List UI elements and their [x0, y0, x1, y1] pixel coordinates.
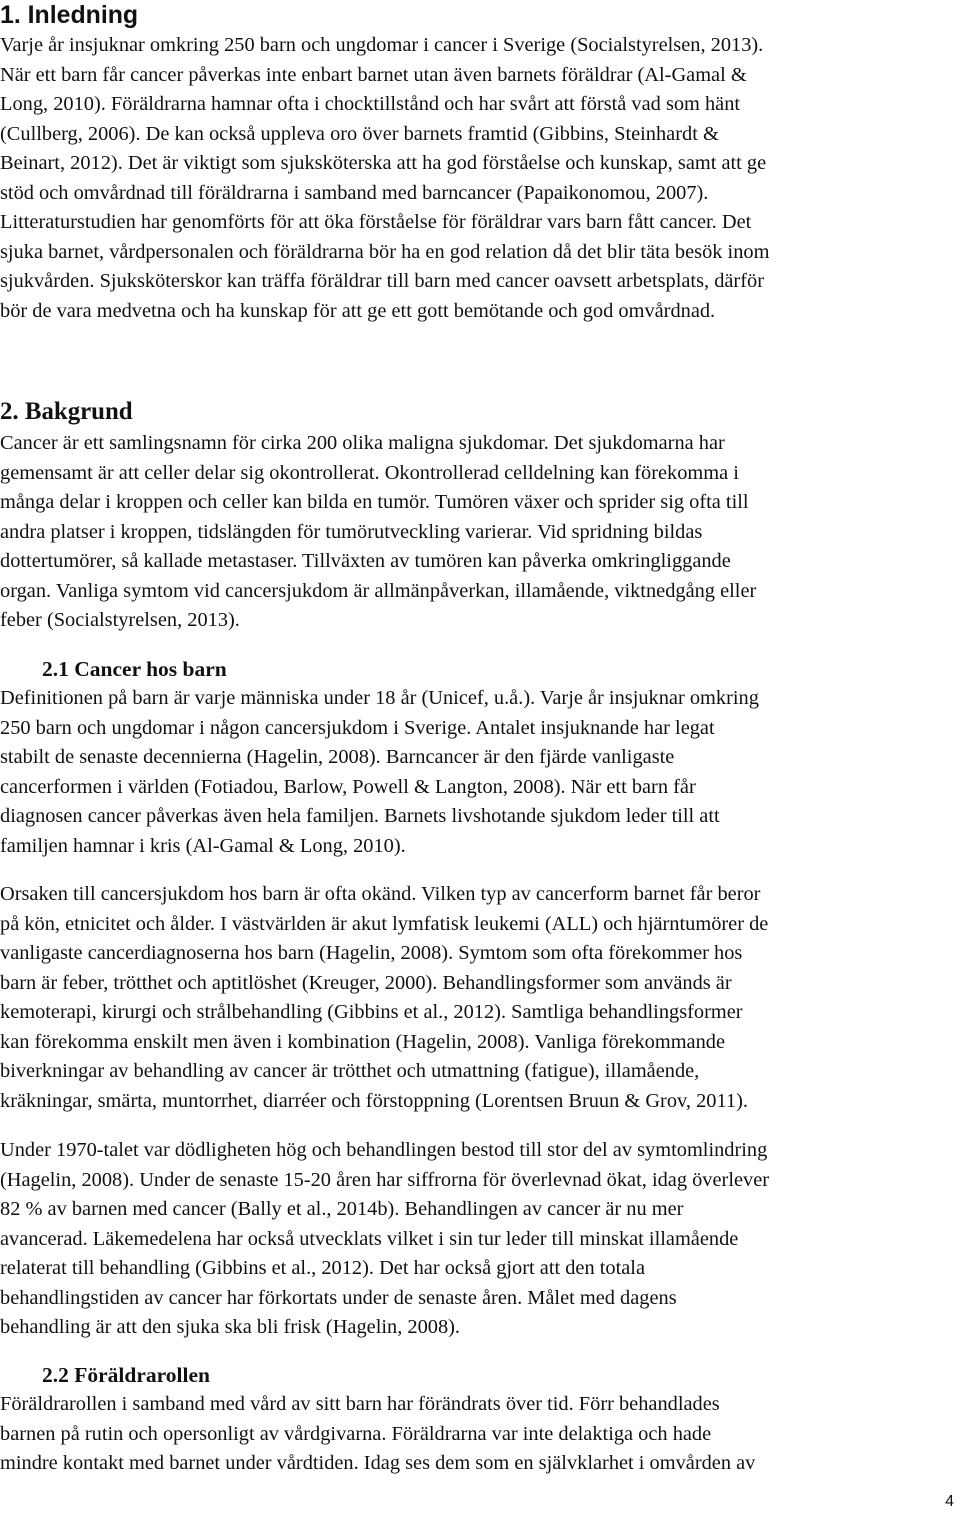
text-line: 82 % av barnen med cancer (Bally et al., 2014b). Behandlingen av cancer är nu mer [0, 1198, 684, 1220]
text-line: relaterat till behandling (Gibbins et al., 2012). Det har också gjort att den totala [0, 1257, 646, 1279]
text-line: dottertumörer, så kallade metastaser. Tillväxten av tumören kan påverka omkringliggande [0, 550, 731, 572]
text-line: Föräldrarollen i samband med vård av sitt barn har förändrats över tid. Förr behandlades [0, 1393, 720, 1415]
text-line: många delar i kroppen och celler kan bilda en tumör. Tumören växer och sprider sig ofta till [0, 491, 749, 513]
text-line: cancerformen i världen (Fotiadou, Barlow, Powell & Langton, 2008). När ett barn får [0, 775, 696, 798]
text-line: sjuka barnet, vårdpersonalen och föräldrarna bör ha en god relation då det blir täta besök inom [0, 240, 770, 263]
paragraph [0, 1136, 960, 1343]
text-line: barnen på rutin och opersonligt av vårdgivarna. Föräldrarna var inte delaktiga och hade [0, 1422, 712, 1445]
text-line: organ. Vanliga symtom vid cancersjukdom är allmänpåverkan, illamående, viktnedgång eller [0, 579, 757, 602]
paragraph [0, 684, 960, 861]
text-line: 250 barn och ungdomar i någon cancersjukdom i Sverige. Antalet insjuknande har legat [0, 716, 715, 739]
text-line: (Hagelin, 2008). Under de senaste 15-20 åren har siffrorna för överlevnad ökat, idag överlever [0, 1168, 770, 1191]
text-line: Definitionen på barn är varje människa under 18 år (Unicef, u.å.). Varje år insjuknar omkring [0, 687, 759, 709]
text-line: Varje år insjuknar omkring 250 barn och ungdomar i cancer i Sverige (Socialstyrelsen, 2013). [0, 34, 764, 56]
text-line: När ett barn får cancer påverkas inte enbart barnet utan även barnets föräldrar (Al-Gamal & [0, 63, 747, 86]
text-line: på kön, etnicitet och ålder. I västvärlden är akut lymfatisk leukemi (ALL) och hjärntumörer de [0, 912, 769, 935]
paragraph [0, 880, 960, 1116]
section-inledning-body [0, 31, 960, 326]
subsection-heading: 2.1 Cancer hos barn [42, 657, 227, 681]
text-line: gemensamt är att celler delar sig okontrollerat. Okontrollerad celldelning kan förekomma i [0, 461, 739, 484]
text-line: behandling är att den sjuka ska bli frisk (Hagelin, 2008). [0, 1316, 461, 1338]
text-line: kemoterapi, kirurgi och strålbehandling (Gibbins et al., 2012). Samtliga behandlingsformer [0, 1001, 743, 1023]
text-line: diagnosen cancer påverkas även hela familjen. Barnets livshotande sjukdom leder till att [0, 805, 720, 827]
subsection-cancer-hos-barn [42, 654, 942, 684]
text-line: (Cullberg, 2006). De kan också uppleva oro över barnets framtid (Gibbins, Steinhardt & [0, 122, 719, 145]
subsection-foraldrarollen [42, 1360, 942, 1390]
text-line: andra platser i kroppen, tidslängden för tumörutveckling varierar. Vid spridning bildas [0, 520, 703, 543]
paragraph [0, 1390, 960, 1479]
text-line: Cancer är ett samlingsnamn för cirka 200 olika maligna sjukdomar. Det sjukdomarna har [0, 432, 725, 454]
subsection-heading: 2.2 Föräldrarollen [42, 1363, 211, 1387]
text-line: bör de vara medvetna och ha kunskap för att ge ett gott bemötande och god omvårdnad. [0, 299, 716, 322]
text-line: barn är feber, trötthet och aptitlöshet (Kreuger, 2000). Behandlingsformer som används är [0, 971, 732, 994]
text-line: behandlingstiden av cancer har förkortats under de senaste åren. Målet med dagens [0, 1286, 677, 1309]
text-line: familjen hamnar i kris (Al-Gamal & Long, 2010). [0, 834, 406, 857]
text-line: kräkningar, smärta, muntorrhet, diarréer och förstoppning (Lorentsen Bruun & Grov, 2011). [0, 1089, 748, 1112]
text-line: vanligaste cancerdiagnoserna hos barn (Hagelin, 2008). Symtom som ofta förekommer hos [0, 942, 743, 964]
section-bakgrund-body [0, 429, 960, 636]
section-bakgrund [0, 397, 960, 427]
page-number: 4 [945, 1493, 954, 1510]
text-line: sjukvården. Sjuksköterskor kan träffa föräldrar till barn med cancer oavsett arbetsplats, därför [0, 270, 764, 292]
text-line: biverkningar av behandling av cancer är trötthet och utmattning (fatigue), illamående, [0, 1060, 700, 1082]
text-line: Orsaken till cancersjukdom hos barn är ofta okänd. Vilken typ av cancerform barnet får beror [0, 883, 761, 905]
text-line: mindre kontakt med barnet under vårdtiden. Idag ses dem som en självklarhet i omvården av [0, 1452, 756, 1474]
text-line: Litteraturstudien har genomförts för att öka förståelse för föräldrar vars barn fått cancer. Det [0, 211, 752, 233]
section-heading: 2. Bakgrund [0, 398, 133, 425]
text-line: Under 1970-talet var dödligheten hög och behandlingen bestod till stor del av symtomlindring [0, 1139, 768, 1161]
section-inledning [0, 0, 960, 30]
text-line: kan förekomma enskilt men även i kombination (Hagelin, 2008). Vanliga förekommande [0, 1030, 726, 1053]
text-line: feber (Socialstyrelsen, 2013). [0, 609, 240, 631]
text-line: Beinart, 2012). Det är viktigt som sjuksköterska att ha god förståelse och kunskap, samt att ge [0, 152, 767, 174]
section-heading: 1. Inledning [0, 1, 139, 29]
text-line: avancerad. Läkemedelena har också utvecklats vilket i sin tur leder till minskat illamående [0, 1227, 739, 1250]
text-line: stabilt de senaste decennierna (Hagelin, 2008). Barncancer är den fjärde vanligaste [0, 746, 675, 768]
text-line: Long, 2010). Föräldrarna hamnar ofta i chocktillstånd och har svårt att förstå vad som hänt [0, 93, 741, 115]
text-line: stöd och omvårdnad till föräldrarna i samband med barncancer (Papaikonomou, 2007). [0, 181, 709, 204]
